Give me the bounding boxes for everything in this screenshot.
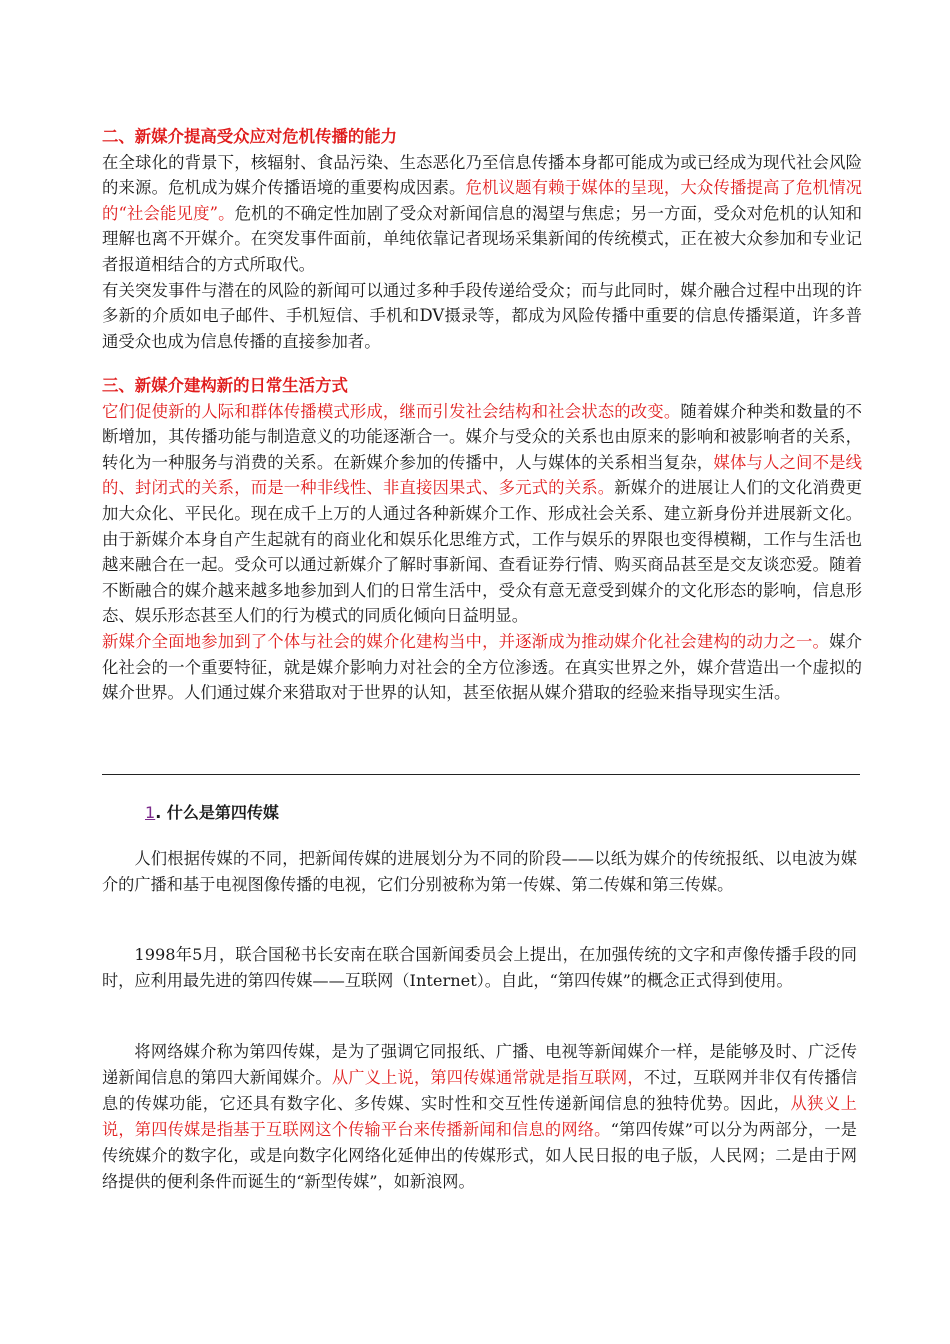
- paragraph-fourth-media: [102, 1039, 857, 1195]
- paragraph-media-stages: 人们根据传媒的不同，把新闻传媒的进展划分为不同的阶段——以纸为媒介的传统报纸、以电波为媒介的广播和基于电视图像传播的电视，它们分别被称为第一传媒、第二传媒和第三传媒。: [102, 849, 857, 894]
- text-run: 新媒介的进展让人们的文化消费更加大众化、平民化。现在成千上万的人通过各种新媒介工作、形成社会关系、建立新身份并进展新文化。由于新媒介本身自产生起就有的商业化和娱乐化思维方式，工作与娱乐的界限也变得模糊，工作与生活也越来融合在一起。受众可以通过新媒介了解时事新闻、查看证券行情、购买商品甚至是交友谈恋爱。随着不断融合的媒介越来越多地参加到人们的日常生活中，受众有意无意受到媒介的文化形态的影响，信息形态、娱乐形态甚至人们的行为模式的同质化倾向日益明显。: [102, 478, 863, 626]
- text-run: 将网络媒介称为第四传媒，是为了强调它同报纸、广播、电视等新闻媒介一样，是能够及时、广泛传递新闻信息的第四大新闻媒介。: [102, 1042, 857, 1087]
- section-two-paragraph-1: [102, 150, 862, 278]
- text-run: 媒介化社会的一个重要特征，就是媒介影响力对社会的全方位渗透。在真实世界之外，媒介营造出一个虚拟的媒介世界。人们通过媒介来猎取对于世界的认知，甚至依据从媒介猎取的经验来指导现实生活。: [102, 631, 863, 703]
- text-run: 随着媒介种类和数量的不断增加，其传播功能与制造意义的功能逐渐合一。媒介与受众的关系也由原来的影响和被影响者的关系，转化为一种服务与消费的关系。在新媒介参加的传播中，人与媒体的关系相当复杂，: [102, 401, 863, 472]
- text-run: 不过，互联网并非仅有传播信息的传媒功能，它还具有数字化、多传媒、实时性和交互性传递新闻信息的独特优势。因此，: [102, 1068, 858, 1113]
- section-three: [102, 373, 862, 706]
- section-three-heading: 三、新媒介建构新的日常生活方式: [102, 376, 348, 395]
- horizontal-divider: [102, 774, 860, 775]
- text-run: “第四传媒”可以分为两部分，一是传统媒介的数字化，或是向数字化网络化延伸出的传媒形式，如人民日报的电子版，人民网；二是由于网络提供的便利条件而诞生的“新型传媒”，如新浪网。: [102, 1120, 857, 1191]
- paragraph-1998: 1998年5月，联合国秘书长安南在联合国新闻委员会上提出，在加强传统的文字和声像传播手段的同时，应利用最先进的第四传媒——互联网（Internet）。自此，“第四传媒”的概念正式得到使用。: [102, 945, 857, 990]
- highlighted-text: 它们促使新的人际和群体传播模式形成，继而引发社会结构和社会状态的改变。: [102, 401, 681, 421]
- section-two: [102, 124, 862, 354]
- section-two-heading: 二、新媒介提高受众应对危机传播的能力: [102, 127, 398, 146]
- text-run: 危机的不确定性加剧了受众对新闻信息的渴望与焦虑；另一方面，受众对危机的认知和理解也离不开媒介。在突发事件面前，单纯依靠记者现场采集新闻的传统模式，正在被大众参加和专业记者报道相结合的方式所取代。: [102, 203, 863, 274]
- highlighted-text: 从广义上说，第四传媒通常就是指互联网，: [331, 1068, 644, 1087]
- text-run: 在全球化的背景下，核辐射、食品污染、生态恶化乃至信息传播本身都可能成为或已经成为现代社会风险的来源。危机成为媒介传播语境的重要构成因素。: [102, 152, 862, 198]
- highlighted-text: 从狭义上说，第四传媒是指基于互联网这个传输平台来传播新闻和信息的网络。: [102, 1094, 857, 1139]
- section-three-paragraph-2: [102, 629, 862, 706]
- heading-number-link[interactable]: 1: [145, 803, 156, 822]
- section-two-paragraph-2: 有关突发事件与潜在的风险的新闻可以通过多种手段传递给受众；而与此同时，媒介融合过程中出现的许多新的介质如电子邮件、手机短信、手机和DV摄录等，都成为风险传播中重要的信息传播渠道，许多普通受众也成为信息传播的直接参加者。: [102, 280, 862, 351]
- heading-title: . 什么是第四传媒: [155, 803, 279, 822]
- subsection-heading: [145, 800, 279, 823]
- highlighted-text: 媒体与人之间不是线的、封闭式的关系，而是一种非线性、非直接因果式、多元式的关系。: [102, 452, 863, 498]
- highlighted-text: 新媒介全面地参加到了个体与社会的媒介化建构当中，并逐渐成为推动媒介化社会建构的动力之一。: [102, 631, 830, 651]
- section-three-paragraph-1: [102, 399, 862, 629]
- highlighted-text: 危机议题有赖于媒体的呈现，大众传播提高了危机情况的“社会能见度”。: [102, 178, 863, 223]
